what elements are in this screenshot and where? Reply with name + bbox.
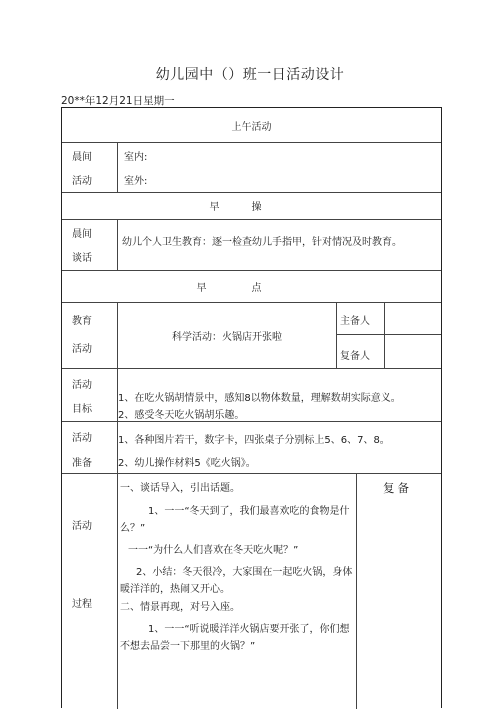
goals-label-1: 活动 (72, 380, 92, 391)
process-line: 一一“为什么人们喜欢在冬天吃火呢？” (128, 545, 299, 556)
exercise-header: 早操 (209, 202, 294, 213)
goals-label-2: 目标 (72, 404, 92, 415)
process-line: 1、一一“冬天到了，我们最喜欢吃的食物是什 (148, 506, 350, 517)
education-label-2: 活动 (72, 344, 92, 355)
process-line: 暖洋洋的，热闹又开心。 (120, 584, 230, 595)
goal-item: 1、在吃火锅胡情景中，感知8以物体数量，理解数胡实际意义。 (118, 393, 401, 404)
process-line: 不想去品尝一下那里的火锅？” (120, 641, 256, 652)
morning-activity-row (62, 142, 441, 193)
preparation-label-2: 准备 (72, 458, 92, 469)
morning-activity-label-1: 晨间 (72, 152, 92, 163)
morning-talk-label-2: 谈话 (72, 253, 92, 264)
morning-activity-label-2: 活动 (72, 176, 92, 187)
preparation-label-cell (62, 421, 118, 473)
process-line: 么？” (120, 523, 146, 534)
snack-header: 早点 (196, 282, 307, 294)
process-line: 二、情景再现，对号入座。 (120, 602, 240, 613)
preparation-label-1: 活动 (72, 433, 92, 444)
preparation-row (62, 421, 441, 474)
education-label-1: 教育 (72, 316, 92, 327)
lead-label-cell (337, 302, 385, 335)
morning-talk-label-cell (62, 219, 118, 270)
outdoor-label: 室外: (124, 176, 148, 187)
date-line: 20**年12月21日星期一 (61, 95, 175, 107)
morning-talk-label-1: 晨间 (72, 229, 92, 240)
preparation-item: 1、各种图片若干，数字卡，四张桌子分别标上5、6、7、8。 (118, 435, 390, 446)
process-row (62, 473, 441, 709)
process-content-cell (118, 473, 357, 709)
process-label-1: 活动 (72, 521, 92, 532)
snack-row (62, 270, 441, 303)
process-line: 1、一一“听说暖洋洋火锅店要开张了，你们想 (148, 624, 350, 635)
process-label-cell (62, 473, 118, 709)
goal-item: 2、感受冬天吃火锅胡乐趣。 (118, 410, 245, 421)
education-row (62, 302, 441, 369)
activity-table (61, 107, 442, 708)
morning-section-row (62, 108, 441, 143)
exercise-row (62, 192, 441, 220)
lead-label: 主备人 (340, 316, 370, 327)
review-label: 复备人 (340, 351, 370, 362)
indoor-label: 室内: (124, 152, 148, 163)
education-label-cell (62, 302, 118, 368)
process-line: 2、小结：冬天很冷，大家围在一起吃火锅，身体 (136, 567, 353, 578)
process-line: 一、谈话导入，引出话题。 (120, 483, 240, 494)
education-activity: 科学活动：火锅店开张啦 (118, 302, 337, 368)
lead-value-cell (385, 302, 441, 335)
review-label-cell (337, 335, 385, 368)
preparation-item: 2、幼儿操作材料5《吃火锅》。 (118, 458, 256, 469)
goals-label-cell (62, 368, 118, 421)
morning-talk-row (62, 219, 441, 271)
process-label-2: 过程 (72, 599, 92, 610)
review-header: 复备 (383, 481, 412, 495)
review-value-cell (385, 335, 441, 368)
page-title: 幼儿园中（）班一日活动设计 (155, 67, 345, 83)
goals-row (62, 368, 441, 422)
morning-section-title: 上午活动 (231, 121, 272, 133)
morning-activity-label-cell (62, 142, 118, 192)
morning-talk-content: 幼儿个人卫生教育：逐一检查幼儿手指甲，针对情况及时教育。 (122, 237, 402, 248)
